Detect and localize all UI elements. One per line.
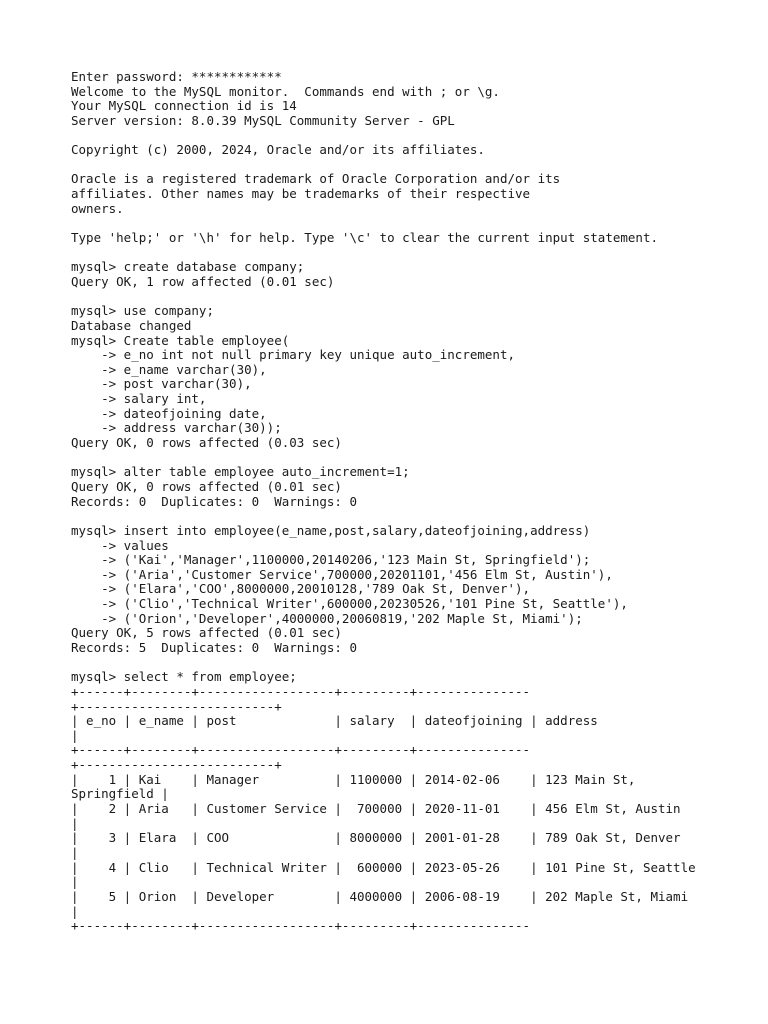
terminal-line: | 1 | Kai | Manager | 1100000 | 2014-02-06 | 123 Main St, [71,771,636,787]
terminal-line: | [71,903,79,919]
terminal-line: | 4 | Clio | Technical Writer | 600000 | 2023-05-26 | 101 Pine St, Seattle [71,859,696,875]
terminal-line: affiliates. Other names may be trademarks of their respective [71,186,531,202]
terminal-line: mysql> insert into employee(e_name,post,salary,dateofjoining,address) [71,522,591,538]
terminal-line: -> values [71,537,169,553]
terminal-line: Enter password: ************ [71,69,282,84]
terminal-line: -> dateofjoining date, [71,405,267,421]
terminal-line: +------+--------+------------------+---------+--------------- [71,683,531,699]
terminal-line: -> ('Orion','Developer',4000000,20060819,'202 Maple St, Miami'); [71,610,583,626]
terminal-line: | e_no | e_name | post | salary | dateofjoining | address [71,713,598,729]
terminal-output [71,70,761,934]
terminal-line: Query OK, 0 rows affected (0.03 sec) [71,435,342,451]
terminal-line: | 3 | Elara | COO | 8000000 | 2001-01-28 | 789 Oak St, Denver [71,830,681,846]
terminal-line: mysql> create database company; [71,259,305,275]
terminal-line: -> ('Kai','Manager',1100000,20140206,'123 Main St, Springfield'); [71,552,591,568]
terminal-line [71,129,761,144]
terminal-line [71,451,761,466]
terminal-line: -> ('Aria','Customer Service',700000,20201101,'456 Elm St, Austin'), [71,566,613,582]
terminal-line: +--------------------------+ [71,698,282,714]
terminal-line: mysql> Create table employee( [71,332,290,348]
terminal-line: | [71,844,79,860]
terminal-line: Server version: 8.0.39 MySQL Community Server - GPL [71,112,455,128]
terminal-line [71,656,761,671]
terminal-line: Type 'help;' or '\h' for help. Type '\c' to clear the current input statement. [71,230,658,246]
terminal-line [71,246,761,261]
terminal-line: mysql> alter table employee auto_increment=1; [71,464,410,480]
terminal-line: Your MySQL connection id is 14 [71,98,297,114]
terminal-line: owners. [71,200,124,216]
terminal-line: +------+--------+------------------+---------+--------------- [71,742,531,758]
terminal-line: Records: 5 Duplicates: 0 Warnings: 0 [71,639,357,655]
terminal-line: Copyright (c) 2000, 2024, Oracle and/or its affiliates. [71,142,485,158]
terminal-line: +------+--------+------------------+---------+--------------- [71,918,531,934]
terminal-line: -> ('Elara','COO',8000000,20010128,'789 Oak St, Denver'), [71,581,531,597]
terminal-line: -> e_name varchar(30), [71,361,267,377]
terminal-line [71,509,761,524]
terminal-line: | [71,815,79,831]
terminal-line: | [71,874,79,890]
terminal-line: Welcome to the MySQL monitor. Commands end with ; or \g. [71,83,500,99]
terminal-line [71,158,761,173]
terminal-line: Database changed [71,317,192,333]
terminal-line [71,216,761,231]
terminal-line: -> e_no int not null primary key unique auto_increment, [71,347,516,363]
terminal-line: Query OK, 0 rows affected (0.01 sec) [71,478,342,494]
terminal-line: mysql> use company; [71,303,214,319]
terminal-line: -> ('Clio','Technical Writer',600000,20230526,'101 Pine St, Seattle'), [71,596,628,612]
terminal-line: +--------------------------+ [71,757,282,773]
terminal-line: Query OK, 5 rows affected (0.01 sec) [71,625,342,641]
terminal-line: | 5 | Orion | Developer | 4000000 | 2006-08-19 | 202 Maple St, Miami [71,888,689,904]
terminal-line: -> address varchar(30)); [71,420,282,436]
terminal-line: -> salary int, [71,391,207,407]
terminal-line: Query OK, 1 row affected (0.01 sec) [71,273,335,289]
terminal-line: Records: 0 Duplicates: 0 Warnings: 0 [71,493,357,509]
terminal-line: | [71,727,79,743]
terminal-line [71,290,761,305]
terminal-line: Oracle is a registered trademark of Oracle Corporation and/or its [71,171,561,187]
terminal-line: | 2 | Aria | Customer Service | 700000 | 2020-11-01 | 456 Elm St, Austin [71,801,681,817]
terminal-line: Springfield | [71,786,169,802]
terminal-line: -> post varchar(30), [71,376,252,392]
terminal-line: mysql> select * from employee; [71,669,297,685]
